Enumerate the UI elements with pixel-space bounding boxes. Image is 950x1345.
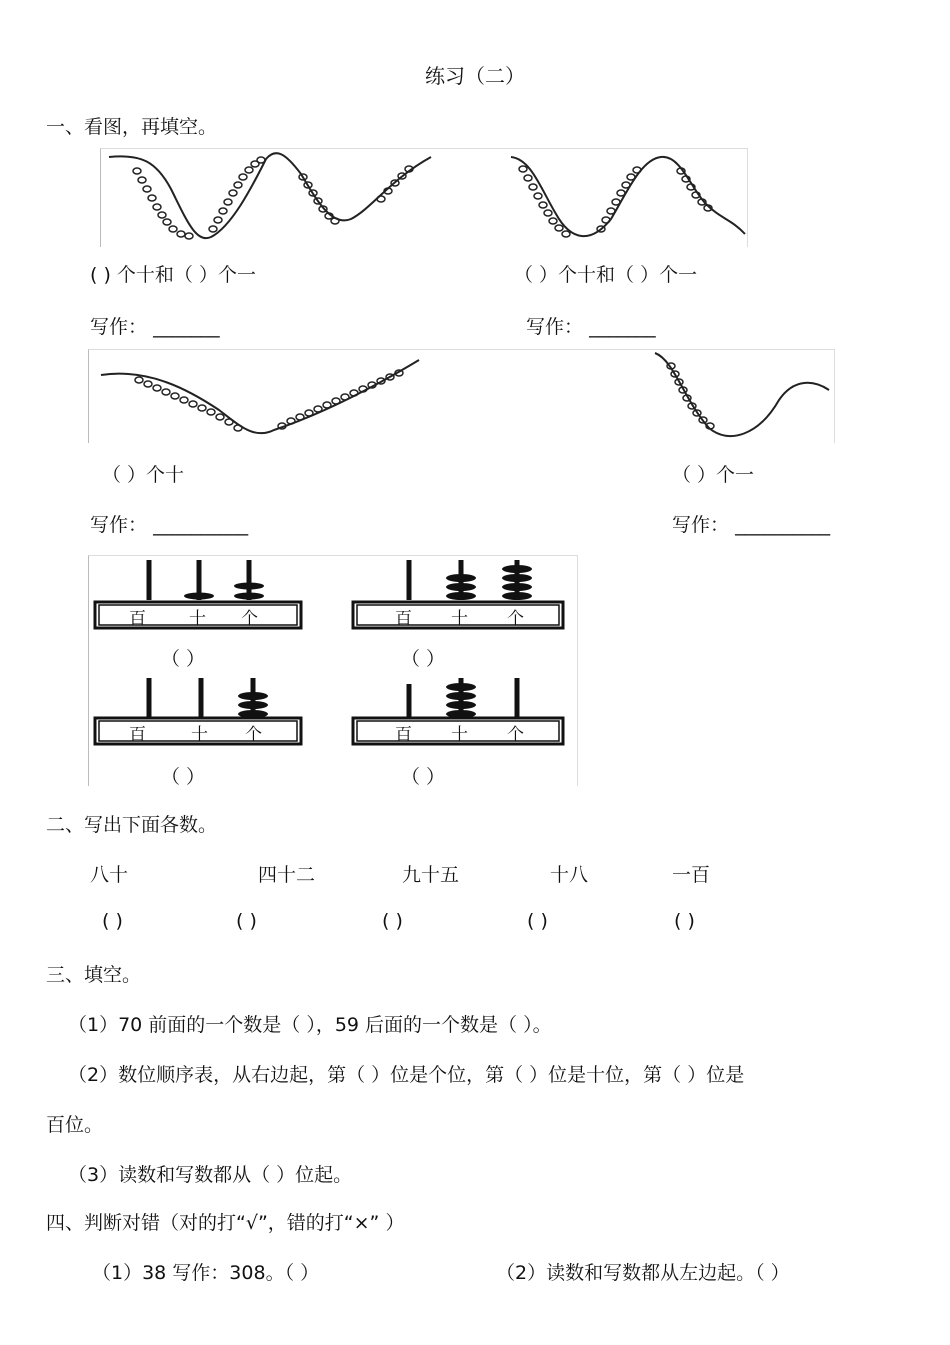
bead-string-figure-2	[88, 349, 835, 443]
abacus-label-tens: 十	[189, 609, 206, 629]
number-word: 四十二	[258, 864, 316, 886]
s1-row2-left-text: （ ）个十	[102, 464, 185, 486]
abacus-figure	[88, 555, 578, 786]
abacus-label-hundreds: 百	[395, 725, 412, 745]
question-3-2-continued: 百位。	[46, 1114, 104, 1136]
number-word: 一百	[672, 864, 711, 886]
answer-blank[interactable]: _______	[589, 316, 656, 338]
question-4-1: （1）38 写作：308。（ ）	[92, 1262, 320, 1284]
answer-blank[interactable]: _______	[153, 316, 220, 338]
abacus-answer-blank[interactable]: （ ）	[161, 766, 206, 788]
abacus-answer-blank[interactable]: （ ）	[161, 648, 206, 670]
abacus-label-ones: 个	[507, 725, 524, 745]
bead-string-drawing	[101, 149, 747, 247]
write-label: 写作：	[90, 514, 148, 536]
answer-blank[interactable]: ( )	[674, 910, 695, 932]
s1-row2-right-text: （ ）个一	[672, 464, 755, 486]
abacus-label-ones: 个	[507, 609, 524, 629]
write-label: 写作：	[526, 316, 584, 338]
number-word: 十八	[550, 864, 589, 886]
bead-string-drawing	[89, 350, 834, 443]
question-3-3: （3）读数和写数都从（ ）位起。	[68, 1164, 353, 1186]
write-label: 写作：	[90, 316, 148, 338]
number-word: 八十	[90, 864, 129, 886]
abacus-label-hundreds: 百	[129, 725, 146, 745]
answer-blank[interactable]: __________	[735, 514, 831, 536]
answer-blank[interactable]: ( )	[236, 910, 257, 932]
answer-blank[interactable]: ( )	[382, 910, 403, 932]
abacus-label-ones: 个	[245, 725, 262, 745]
abacus-label-ones: 个	[241, 609, 258, 629]
write-label: 写作：	[672, 514, 730, 536]
question-3-1: （1）70 前面的一个数是（ ），59 后面的一个数是（ ）。	[68, 1014, 552, 1036]
abacus-label-tens: 十	[191, 725, 208, 745]
answer-blank[interactable]: ( )	[102, 910, 123, 932]
abacus-drawing	[89, 556, 577, 786]
question-3-2: （2）数位顺序表，从右边起，第（ ）位是个位，第（ ）位是十位，第（ ）位是	[68, 1064, 745, 1086]
s1-row1-right-text: （ ）个十和（ ）个一	[514, 264, 698, 286]
abacus-label-hundreds: 百	[129, 609, 146, 629]
abacus-label-tens: 十	[451, 609, 468, 629]
number-word: 九十五	[402, 864, 460, 886]
abacus-label-tens: 十	[451, 725, 468, 745]
answer-blank[interactable]: ( )	[527, 910, 548, 932]
answer-blank[interactable]: __________	[153, 514, 249, 536]
section-3-heading: 三、填空。	[46, 964, 142, 986]
page-title: 练习（二）	[425, 64, 525, 88]
s1-row1-left-text: ( ) 个十和（ ）个一	[90, 264, 256, 286]
section-4-heading: 四、判断对错（对的打“√”，错的打“×” ）	[46, 1212, 405, 1234]
section-2-heading: 二、写出下面各数。	[46, 814, 218, 836]
question-4-2: （2）读数和写数都从左边起。（ ）	[496, 1262, 790, 1284]
bead-string-figure-1	[100, 148, 748, 247]
abacus-answer-blank[interactable]: （ ）	[401, 766, 446, 788]
abacus-answer-blank[interactable]: （ ）	[401, 648, 446, 670]
section-1-heading: 一、看图，再填空。	[46, 116, 218, 138]
abacus-label-hundreds: 百	[395, 609, 412, 629]
